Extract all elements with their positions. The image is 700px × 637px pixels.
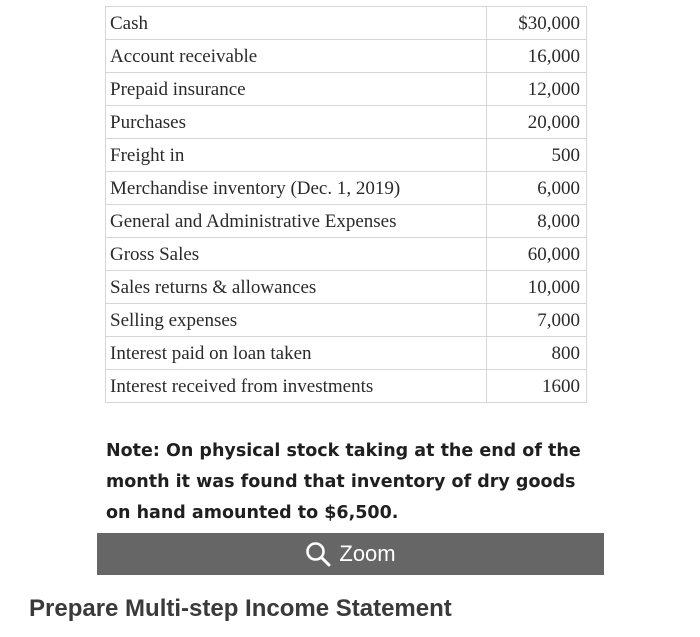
table-row [106,40,587,73]
magnifier-icon [305,541,331,567]
account-label: Merchandise inventory (Dec. 1, 2019) [106,172,487,205]
account-amount: 16,000 [487,40,587,73]
table-row [106,238,587,271]
table-row [106,73,587,106]
account-amount: 20,000 [487,106,587,139]
table-row [106,172,587,205]
account-amount: 12,000 [487,73,587,106]
question-prompt: Prepare Multi-step Income Statement [29,595,452,622]
account-amount: 500 [487,139,587,172]
account-label: Account receivable [106,40,487,73]
account-label: General and Administrative Expenses [106,205,487,238]
account-label: Prepaid insurance [106,73,487,106]
account-label: Sales returns & allowances [106,271,487,304]
account-label: Interest received from investments [106,370,487,403]
account-amount: 60,000 [487,238,587,271]
accounts-table [105,6,587,403]
table-row [106,7,587,40]
table-row [106,271,587,304]
account-label: Interest paid on loan taken [106,337,487,370]
account-amount: 6,000 [487,172,587,205]
account-amount: 8,000 [487,205,587,238]
table-row [106,139,587,172]
account-amount: 7,000 [487,304,587,337]
table-row [106,337,587,370]
table-row [106,370,587,403]
account-label: Gross Sales [106,238,487,271]
zoom-button[interactable] [97,533,604,575]
accounts-table-body [106,7,587,403]
account-amount: 1600 [487,370,587,403]
account-amount: $30,000 [487,7,587,40]
account-label: Freight in [106,139,487,172]
table-row [106,304,587,337]
zoom-label: Zoom [339,541,396,566]
account-label: Selling expenses [106,304,487,337]
account-label: Purchases [106,106,487,139]
account-amount: 10,000 [487,271,587,304]
account-amount: 800 [487,337,587,370]
table-row [106,106,587,139]
inventory-note: Note: On physical stock taking at the end of the month it was found that inventory of dry goods on hand amounted to $6,500. [106,441,581,523]
table-row [106,205,587,238]
account-label: Cash [106,7,487,40]
